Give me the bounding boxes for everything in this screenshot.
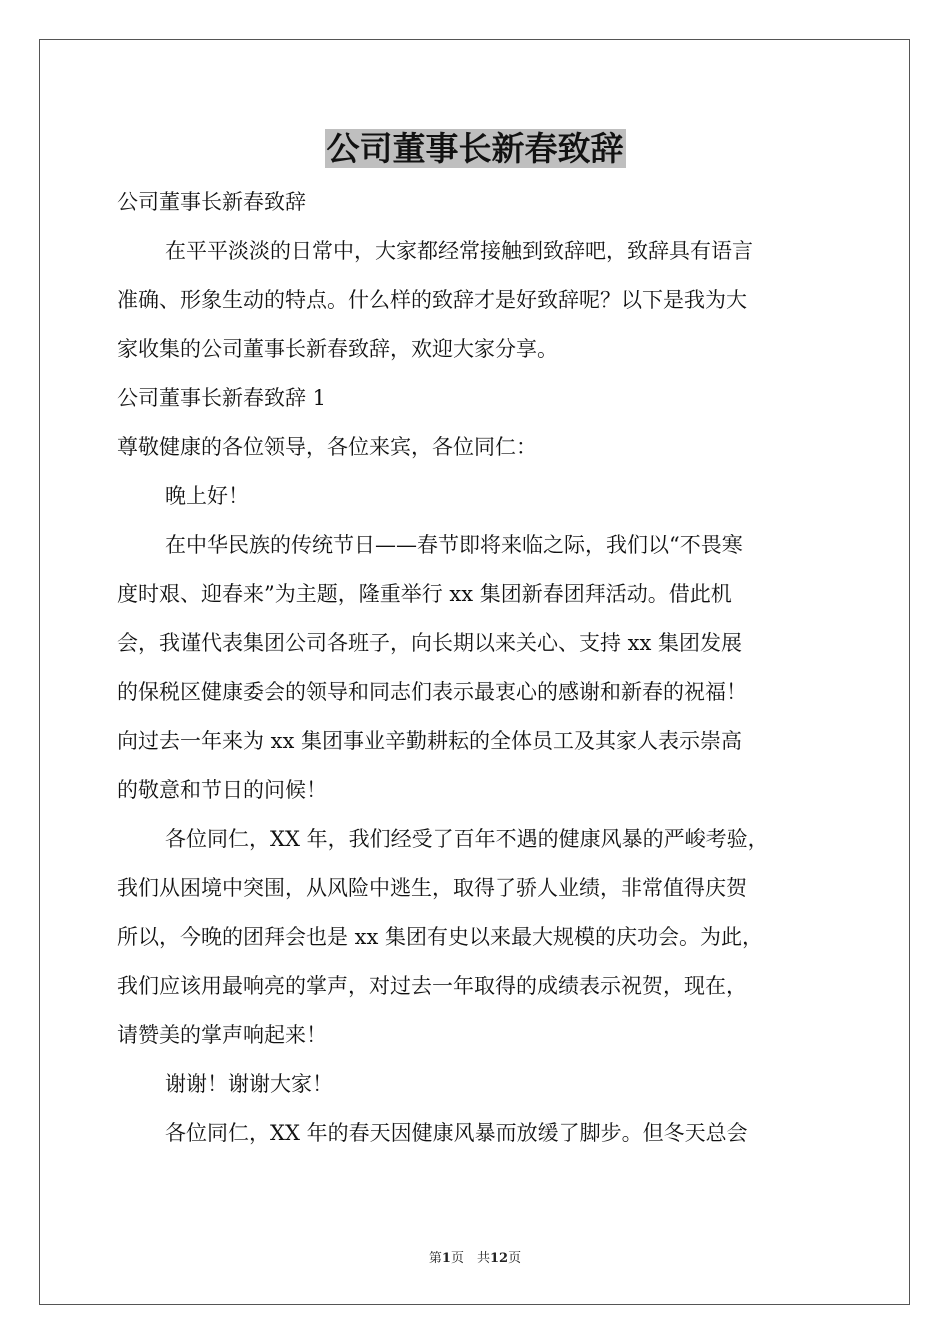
title-text: 公司董事长新春致辞 [326,129,624,168]
page-number: 1 [441,1251,451,1266]
subtitle-line: 公司董事长新春致辞 [117,190,306,214]
paragraph-line: 所以，今晚的团拜会也是 xx 集团有史以来最大规模的庆功会。为此， [117,925,764,949]
paragraph-line: 准确、形象生动的特点。什么样的致辞才是好致辞呢？以下是我为大 [117,288,747,312]
document-title [0,126,950,172]
page-suffix: 页 [508,1251,522,1266]
section-heading: 公司董事长新春致辞 1 [117,386,327,410]
paragraph-line: 谢谢！谢谢大家！ [165,1072,333,1096]
paragraph-line: 我们从困境中突围，从风险中逃生，取得了骄人业绩，非常值得庆贺 [117,876,747,900]
page-total: 12 [489,1251,509,1266]
paragraph-line: 会，我谨代表集团公司各班子，向长期以来关心、支持 xx 集团发展 [117,631,743,655]
paragraph-line: 家收集的公司董事长新春致辞，欢迎大家分享。 [117,337,558,361]
paragraph-line: 我们应该用最响亮的掌声，对过去一年取得的成绩表示祝贺，现在， [117,974,747,998]
paragraph-line: 向过去一年来为 xx 集团事业辛勤耕耘的全体员工及其家人表示崇高 [117,729,743,753]
salutation-line: 尊敬健康的各位领导，各位来宾，各位同仁： [117,435,537,459]
paragraph-line: 的保税区健康委会的领导和同志们表示最衷心的感谢和新春的祝福！ [117,680,747,704]
page-footer [0,1247,950,1266]
paragraph-line: 的敬意和节日的问候！ [117,778,327,802]
paragraph-line: 请赞美的掌声响起来！ [117,1023,327,1047]
paragraph-line: 在平平淡淡的日常中，大家都经常接触到致辞吧，致辞具有语言 [165,239,753,263]
paragraph-line: 度时艰、迎春来”为主题，隆重举行 xx 集团新春团拜活动。借此机 [117,582,732,606]
paragraph-line: 各位同仁，XX 年的春天因健康风暴而放缓了脚步。但冬天总会 [165,1121,748,1145]
paragraph-line: 各位同仁，XX 年，我们经受了百年不遇的健康风暴的严峻考验， [165,827,769,851]
page-mid: 页 共 [450,1251,490,1266]
paragraph-line: 在中华民族的传统节日——春节即将来临之际，我们以“不畏寒 [165,533,743,557]
page-prefix: 第 [428,1251,442,1266]
greeting-line: 晚上好！ [165,484,249,508]
document-body [117,178,837,1158]
